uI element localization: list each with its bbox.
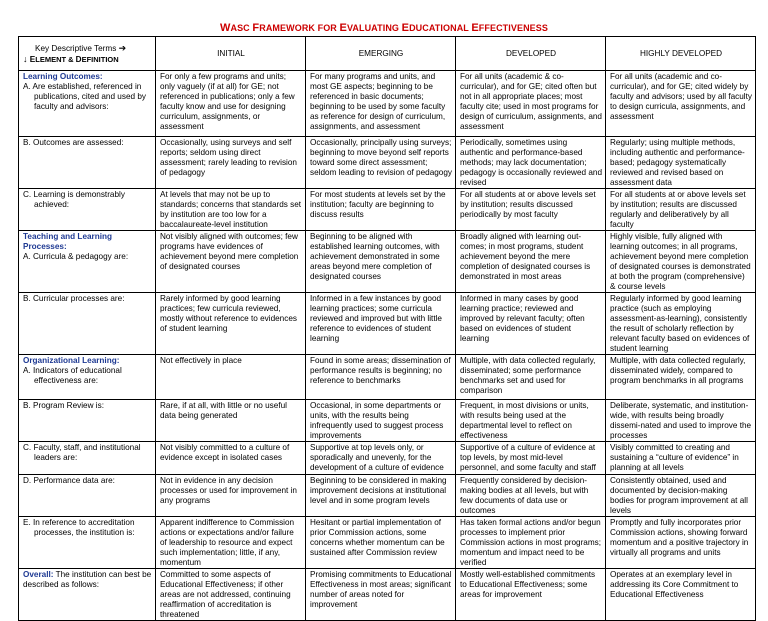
row-label: B. Outcomes are assessed: xyxy=(19,137,156,189)
table-cell: Hesitant or partial implementation of prior Commission actions, some concerns whether momentum can be sustained after Commission review xyxy=(306,517,456,569)
table-row xyxy=(19,475,756,517)
table-row xyxy=(19,231,756,293)
table-cell: Not visibly aligned with outcomes; few programs have evidences of achievement beyond mere completion of designated courses xyxy=(156,231,306,293)
table-cell: Committed to some aspects of Educational Effectiveness; if other areas are not addressed, continuing reaffirmation of accreditation is threatened xyxy=(156,569,306,621)
section-organizational-learning: Organizational Learning: xyxy=(23,356,120,365)
table-cell: For all students at or above levels set by institution; results are discussed regularly and deliberatively by all faculty xyxy=(606,189,756,231)
arrow-down-icon: ↓ xyxy=(23,54,28,64)
table-cell: Occasionally, using surveys and self reports; seldom using direct assessment; rarely leading to revision of pedagogy xyxy=(156,137,306,189)
table-cell: Highly visible, fully aligned with learning outcomes; in all programs, achievement beyond mere completion of designated courses is demonstrated at both the program (comprehensive) & course levels xyxy=(606,231,756,293)
table-cell: Multiple, with data collected regularly, disseminated widely, compared to program benchmarks in all programs xyxy=(606,355,756,400)
key-terms-header: Key Descriptive Terms ➔ ↓ ELEMENT & DEFINITION xyxy=(19,37,156,71)
table-row xyxy=(19,400,756,442)
table-cell: Supportive at top levels only, or sporadically and unevenly, for the development of a culture of evidence xyxy=(306,442,456,475)
table-cell: Apparent indifference to Commission actions or expectations and/or failure of leadership to resource and expect such implementation; little, if any, momentum xyxy=(156,517,306,569)
table-row xyxy=(19,517,756,569)
row-label: Learning Outcomes: A. Are established, referenced in publications, cited and used by faculty and advisors: xyxy=(19,71,156,137)
table-cell: Mostly well-established commitments to Educational Effectiveness; some areas for improvement xyxy=(456,569,606,621)
table-cell: For most students at levels set by the institution; faculty are beginning to discuss results xyxy=(306,189,456,231)
table-cell: Informed in a few instances by good learning practices; some curricula reviewed and improved but with little reference to evidences of student learning xyxy=(306,293,456,355)
table-cell: Promising commitments to Educational Effectiveness in most areas; significant number of areas noted for improvement xyxy=(306,569,456,621)
table-cell: Informed in many cases by good learning practice; reviewed and improved by relevant faculty; often based on evidences of student learning xyxy=(456,293,606,355)
table-cell: For only a few programs and units; only vaguely (if at all) for GE; not referenced in publications; only a few faculty know and use for designing curriculum, assignments, or assessment xyxy=(156,71,306,137)
overall-label: Overall: xyxy=(23,570,54,579)
table-cell: For many programs and units, and most GE aspects; beginning to be referenced in basic documents; beginning to be used by some faculty as reference for design of curriculum, assignments, and assessment xyxy=(306,71,456,137)
table-cell: Regularly informed by good learning practice (such as employing assessment-as-learning), consistently the result of scholarly reflection by relevant faculty based on evidences of student learning xyxy=(606,293,756,355)
table-row xyxy=(19,569,756,621)
table-cell: Multiple, with data collected regularly, disseminated; some performance benchmarks set and used for comparison xyxy=(456,355,606,400)
framework-table xyxy=(18,36,756,621)
table-cell: Found in some areas; dissemination of performance results is beginning; no reference to benchmarks xyxy=(306,355,456,400)
row-label: Overall: The institution can best be described as follows: xyxy=(19,569,156,621)
row-label: C. Learning is demonstrably achieved: xyxy=(19,189,156,231)
row-label: D. Performance data are: xyxy=(19,475,156,517)
table-cell: For all units (academic and co-curricular), and for GE; cited widely by faculty and advisors; used by all faculty to design curricula, assignments, and assessment xyxy=(606,71,756,137)
table-cell: Rare, if at all, with little or no useful data being generated xyxy=(156,400,306,442)
arrow-right-icon: ➔ xyxy=(118,43,127,53)
table-cell: For all students at or above levels set by institution; results discussed periodically by most faculty xyxy=(456,189,606,231)
row-label: B. Curricular processes are: xyxy=(19,293,156,355)
row-label: C. Faculty, staff, and institutional leaders are: xyxy=(19,442,156,475)
table-row xyxy=(19,355,756,400)
table-row xyxy=(19,137,756,189)
table-cell: Not visibly committed to a culture of evidence except in isolated cases xyxy=(156,442,306,475)
table-row xyxy=(19,71,756,137)
table-cell: Beginning to be considered in making improvement decisions at institutional level and in some program levels xyxy=(306,475,456,517)
row-label: B. Program Review is: xyxy=(19,400,156,442)
table-cell: Broadly aligned with learning out-comes; in most programs, student achievement beyond the mere completion of designated courses is demonstrated in most areas xyxy=(456,231,606,293)
level-emerging-header: EMERGING xyxy=(306,37,456,71)
table-cell: Occasional, in some departments or units, with the results being infrequently used to suggest process improvements xyxy=(306,400,456,442)
table-row xyxy=(19,189,756,231)
table-cell: Not in evidence in any decision processes or used for improvement in any programs xyxy=(156,475,306,517)
table-cell: Beginning to be aligned with established learning outcomes, with achievement demonstrated in some areas beyond mere completion of designated courses xyxy=(306,231,456,293)
row-label: E. In reference to accreditation processes, the institution is: xyxy=(19,517,156,569)
table-cell: At levels that may not be up to standards; concerns that standards set by institution are too low for a baccalaureate-level institution xyxy=(156,189,306,231)
table-cell: Operates at an exemplary level in addressing its Core Commitment to Educational Effectiveness xyxy=(606,569,756,621)
table-cell: Supportive of a culture of evidence at top levels, by most mid-level personnel, and some faculty and staff xyxy=(456,442,606,475)
table-cell: Consistently obtained, used and documented by decision-making bodies for program improvement at all levels xyxy=(606,475,756,517)
table-cell: Periodically, sometimes using authentic and performance-based methods; may lack documentation; pedagogy is occasionally reviewed and revised xyxy=(456,137,606,189)
table-cell: Not effectively in place xyxy=(156,355,306,400)
table-row xyxy=(19,442,756,475)
page-title: WASC FRAMEWORK FOR EVALUATING EDUCATIONAL EFFECTIVENESS xyxy=(220,22,548,34)
level-developed-header: DEVELOPED xyxy=(456,37,606,71)
table-cell: For all units (academic & co-curricular), and for GE; cited often but not in all appropriate places; most faculty cite; used in most programs for design of curriculum, assignments, and assessment xyxy=(456,71,606,137)
table-cell: Frequent, in most divisions or units, with results being used at the departmental level to reflect on effectiveness xyxy=(456,400,606,442)
header-row xyxy=(19,37,756,71)
table-cell: Deliberate, systematic, and institution-wide, with results being broadly dissemi-nated and used to improve the processes xyxy=(606,400,756,442)
table-cell: Frequently considered by decision-making bodies at all levels, but with few documents of data use or outcomes xyxy=(456,475,606,517)
row-label: Teaching and Learning Processes: A. Curricula & pedagogy are: xyxy=(19,231,156,293)
table-cell: Rarely informed by good learning practices; few curricula reviewed, mostly without reference to evidences of student learning xyxy=(156,293,306,355)
table-row xyxy=(19,293,756,355)
section-teaching-learning: Teaching and Learning Processes: xyxy=(23,232,113,251)
table-cell: Occasionally, principally using surveys; beginning to move beyond self reports toward some direct assessment; seldom leading to revision of pedagogy xyxy=(306,137,456,189)
row-label: Organizational Learning: A. Indicators of educational effectiveness are: xyxy=(19,355,156,400)
table-cell: Promptly and fully incorporates prior Commission actions, showing forward momentum and a positive trajectory in virtually all programs and units xyxy=(606,517,756,569)
section-learning-outcomes: Learning Outcomes: xyxy=(23,72,103,81)
table-cell: Has taken formal actions and/or begun processes to implement prior Commission actions in most programs; momentum and impact need to be verified xyxy=(456,517,606,569)
level-highly-developed-header: HIGHLY DEVELOPED xyxy=(606,37,756,71)
level-initial-header: INITIAL xyxy=(156,37,306,71)
table-cell: Regularly; using multiple methods, including authentic and performance-based; pedagogy systematically reviewed and revised based on assessment data xyxy=(606,137,756,189)
table-cell: Visibly committed to creating and sustaining a “culture of evidence” in planning at all levels xyxy=(606,442,756,475)
